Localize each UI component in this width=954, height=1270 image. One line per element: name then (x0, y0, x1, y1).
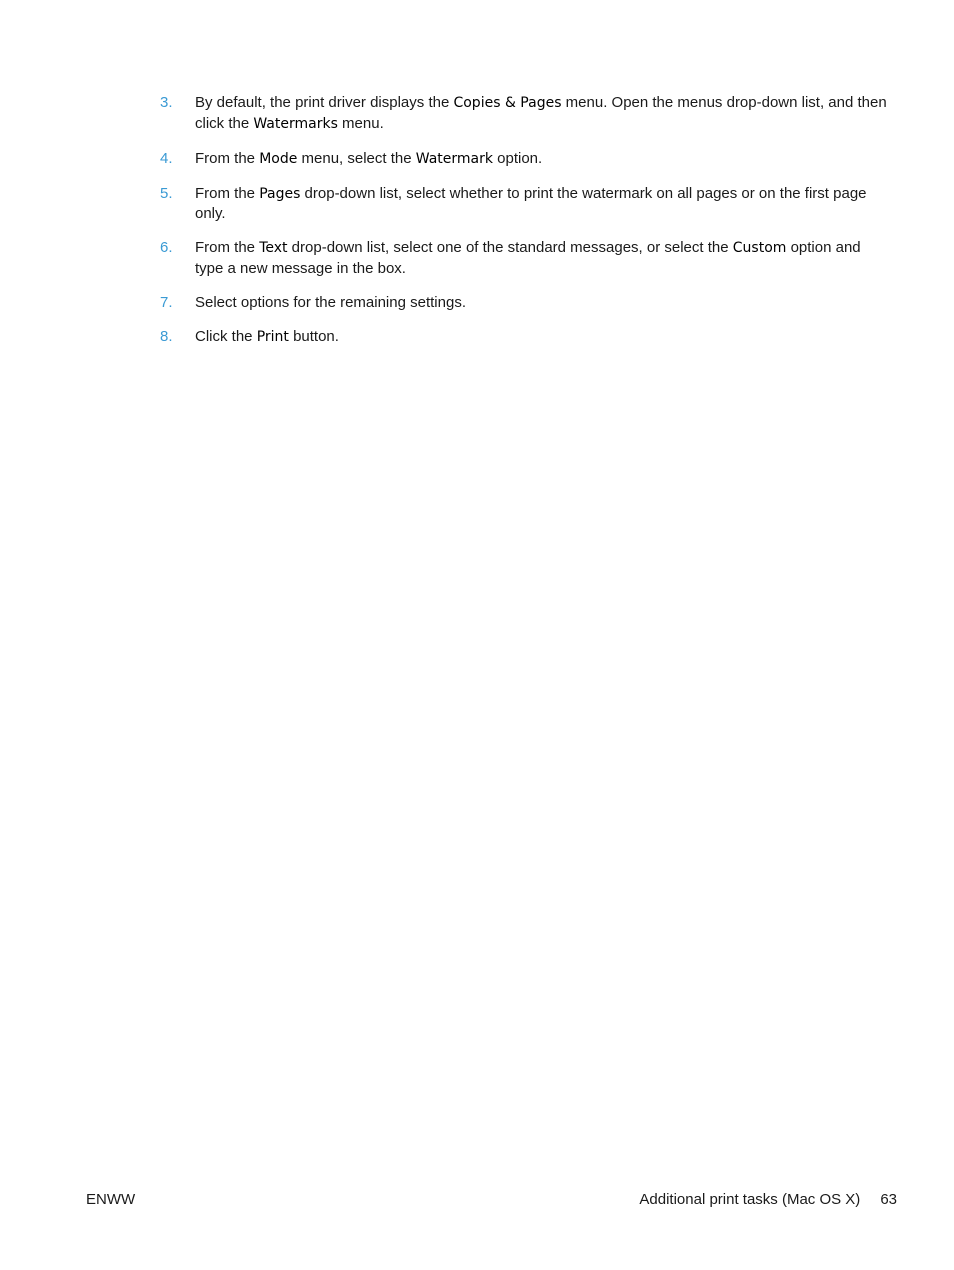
footer-section-title: Additional print tasks (Mac OS X) (639, 1191, 861, 1208)
step-number: 6. (160, 239, 173, 256)
page-number: 63 (880, 1191, 897, 1208)
step-text-run: menu. Open the menus drop-down list, and then click the (195, 94, 887, 132)
step-number: 7. (160, 293, 173, 311)
step-text-run: By default, the print driver displays the (195, 94, 454, 111)
step-item (160, 293, 890, 313)
step-text-run: Click the (195, 327, 257, 345)
step-text (195, 328, 339, 345)
step-text-run: drop-down list, select whether to print the watermark on all pages or on the first page only. (195, 184, 867, 222)
footer-doc-code: ENWW (86, 1191, 136, 1208)
step-item (160, 184, 890, 224)
step-text-run: menu, select the (297, 149, 416, 167)
step-text-run: From the (195, 184, 260, 202)
step-number: 8. (160, 327, 173, 345)
ui-term: Text (259, 240, 288, 256)
step-text-run: From the (195, 149, 260, 167)
step-item (160, 238, 890, 278)
step-text-run: From the (195, 239, 260, 256)
ui-term: Pages (259, 185, 301, 202)
step-number: 5. (160, 184, 173, 202)
step-item (160, 327, 890, 348)
step-text-run: button. (288, 327, 339, 345)
step-text-run: option and type a new message in the box. (195, 239, 861, 277)
step-text-run: menu. (337, 114, 384, 132)
ui-term: Print (256, 328, 289, 345)
step-text (195, 294, 466, 311)
step-text-run: drop-down list, select one of the standard messages, or select the (287, 239, 733, 256)
step-text-run: Select options for the remaining settings. (195, 293, 466, 311)
step-text (195, 185, 867, 223)
step-text (195, 239, 861, 277)
ui-term: Watermark (415, 150, 493, 167)
ui-term: Copies & Pages (453, 95, 562, 111)
ui-term: Custom (732, 240, 787, 256)
step-number: 4. (160, 149, 173, 167)
step-item (160, 149, 890, 170)
step-number: 3. (160, 94, 173, 111)
ui-term: Watermarks (253, 115, 338, 132)
instruction-steps (160, 93, 890, 362)
step-text (195, 150, 542, 167)
step-text-run: option. (492, 149, 543, 167)
step-text (195, 94, 887, 132)
step-item (160, 93, 890, 134)
ui-term: Mode (259, 150, 298, 167)
footer-section-info (639, 1190, 897, 1210)
